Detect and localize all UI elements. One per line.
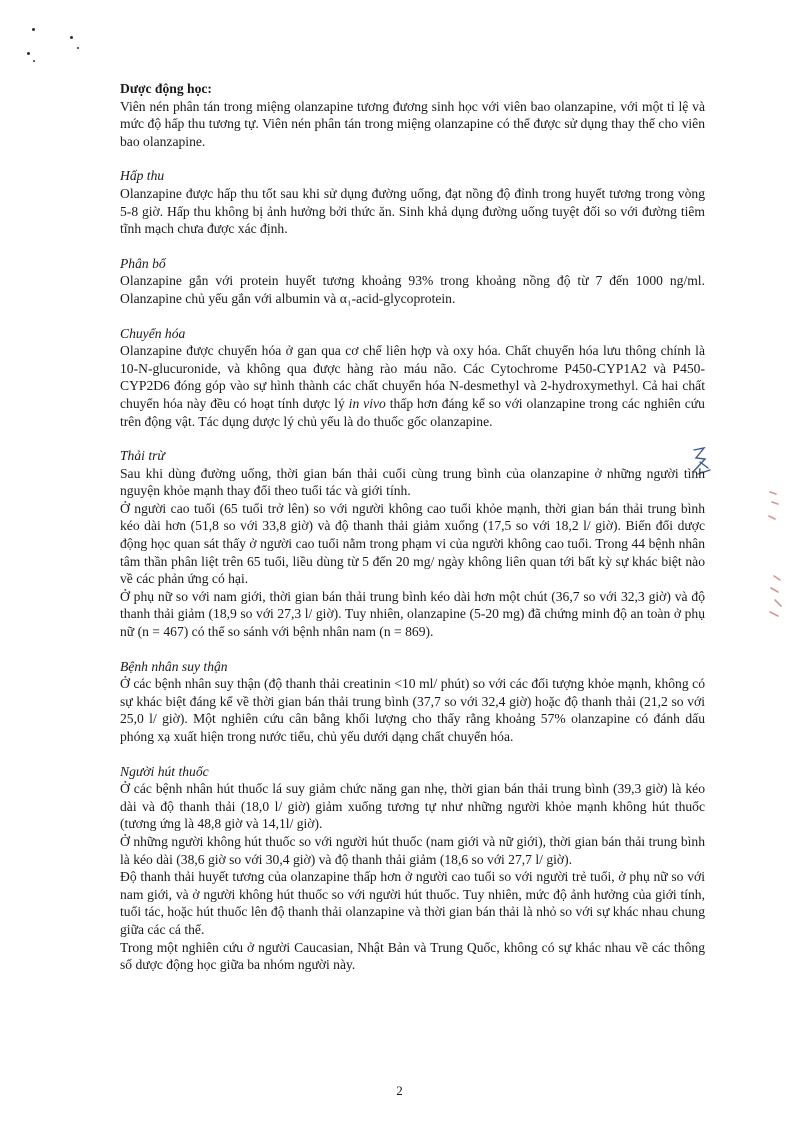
absorption-paragraph: Olanzapine được hấp thu tốt sau khi sử dụng đường uống, đạt nồng độ đỉnh trong huyết tương trong vòng 5-8 giờ. Hấp thu không bị ảnh hưởng bởi thức ăn. Sinh khả dụng đường uống tuyệt đối so với đường tiêm tĩnh mạch chưa được xác định. — [120, 185, 705, 237]
scan-speck — [27, 52, 30, 55]
scan-speck — [32, 28, 35, 31]
elimination-paragraph-1: Sau khi dùng đường uống, thời gian bán thải cuối cùng trung bình của olanzapine ở những người tình nguyện khỏe mạnh thay đổi theo tuổi tác và giới tính. — [120, 465, 705, 499]
scan-speck — [33, 60, 35, 62]
stamp-fragment-icon — [766, 488, 786, 628]
smokers-paragraph-2: Ở những người không hút thuốc so với người hút thuốc (nam giới và nữ giới), thời gian bán thải trung bình là kéo dài (38,6 giờ so với 30,4 giờ) và độ thanh thải giảm (18,6 so với 27,7 l/ giờ). — [120, 833, 705, 867]
scan-speck — [70, 36, 73, 39]
subheading-smokers: Người hút thuốc — [120, 763, 209, 779]
metabolism-text-after: thấp hơn đáng kể so với olanzapine trong các nghiên cứu trên động vật. Tác dụng dược lý chủ yếu là do thuốc gốc olanzapine. — [120, 395, 705, 429]
section-heading-pharmacokinetics: Dược động học: — [120, 81, 212, 96]
page-number: 2 — [396, 1083, 403, 1098]
subheading-elimination: Thải trừ — [120, 448, 165, 464]
subheading-distribution: Phân bố — [120, 255, 166, 271]
elimination-paragraph-2: Ở người cao tuổi (65 tuổi trở lên) so với người không cao tuổi khỏe mạnh, thời gian bán thải trung bình kéo dài hơn (51,8 so với 33,8 giờ) và độ thanh thải giảm xuống (17,5 so với 18,2 l/ giờ). Biến đổi dược động học quan sát thấy ở người cao tuổi nằm trong phạm vi của người không cao tuổi. Trong 44 bệnh nhân tâm thần phân liệt trên 65 tuổi, liều dùng từ 5 đến 20 mg/ ngày không liên quan tới bất kỳ sự khác biệt nào về các phản ứng có hại. — [120, 500, 705, 587]
metabolism-text-before: Olanzapine được chuyển hóa ở gan qua cơ chế liên hợp và oxy hóa. Chất chuyển hóa lưu thông chính là 10-N-glucuronide, và không qua được hàng rào máu não. Các Cytochrome P450-CYP1A2 và P450-CYP2D6 đóng góp vào sự hình thành các chất chuyển hóa N-desmethyl và 2-hydroxymethyl. Cả hai chất chuyển hóa này đều có hoạt tính dược lý — [120, 343, 705, 411]
distribution-paragraph: Olanzapine gắn với protein huyết tương khoảng 93% trong khoảng nồng độ từ 7 đến 1000 ng/ml. Olanzapine chủ yếu gắn với albumin và α₁-acid-glycoprotein. — [120, 273, 705, 306]
elimination-paragraph-3: Ở phụ nữ so với nam giới, thời gian bán thải trung bình kéo dài hơn một chút (36,7 so với 32,3 giờ) và độ thanh thải giảm (18,9 so với 27,3 l/ giờ). Tuy nhiên, olanzapine (5-20 mg) đã chứng minh độ an toàn ở phụ nữ (n = 467) có thể so sánh với bệnh nhân nam (n = 869). — [120, 588, 705, 640]
subheading-renal-impairment: Bệnh nhân suy thận — [120, 658, 228, 674]
renal-paragraph: Ở các bệnh nhân suy thận (độ thanh thải creatinin <10 ml/ phút) so với các đối tượng khỏe mạnh, không có sự khác biệt đáng kể về thời gian bán thải trung bình (37,7 so với 32,4 giờ) hoặc độ thanh thải (21,2 so với 25,0 l/ giờ). Một nghiên cứu cân bằng khối lượng cho thấy rằng khoảng 57% olanzapine có đánh dấu phóng xạ xuất hiện trong nước tiểu, chủ yếu dưới dạng chất chuyển hóa. — [120, 676, 705, 744]
scan-speck — [77, 47, 79, 49]
subheading-absorption: Hấp thu — [120, 168, 165, 184]
document-body — [120, 80, 705, 974]
metabolism-paragraph — [120, 342, 705, 430]
metabolism-in-vivo: in vivo — [348, 395, 386, 411]
smokers-paragraph-4: Trong một nghiên cứu ở người Caucasian, Nhật Bản và Trung Quốc, không có sự khác nhau về các thông số dược động học giữa ba nhóm người này. — [120, 939, 705, 973]
smokers-paragraph-3: Độ thanh thải huyết tương của olanzapine thấp hơn ở người cao tuổi so với người trẻ tuổi, ở phụ nữ so với nam giới, và ở người không hút thuốc so với người hút thuốc. Tuy nhiên, mức độ ảnh hưởng của giới tính, tuổi tác, hoặc hút thuốc lên độ thanh thải olanzapine và thời gian bán thải là nhỏ so với sự khác nhau chung giữa các cá thể. — [120, 869, 705, 937]
intro-paragraph: Viên nén phân tán trong miệng olanzapine tương đương sinh học với viên bao olanzapine, với một tỉ lệ và mức độ hấp thu tương tự. Viên nén phân tán trong miệng olanzapine có thể được sử dụng thay thế cho viên bao olanzapine. — [120, 98, 705, 149]
subheading-metabolism: Chuyển hóa — [120, 325, 186, 341]
smokers-paragraph-1: Ở các bệnh nhân hút thuốc lá suy giảm chức năng gan nhẹ, thời gian bán thải trung bình (39,3 giờ) là kéo dài và độ thanh thải (18,0 l/ giờ) giảm xuống tương tự như những người khỏe mạnh không hút thuốc (tương ứng là 48,8 giờ và 14,1l/ giờ). — [120, 781, 705, 832]
